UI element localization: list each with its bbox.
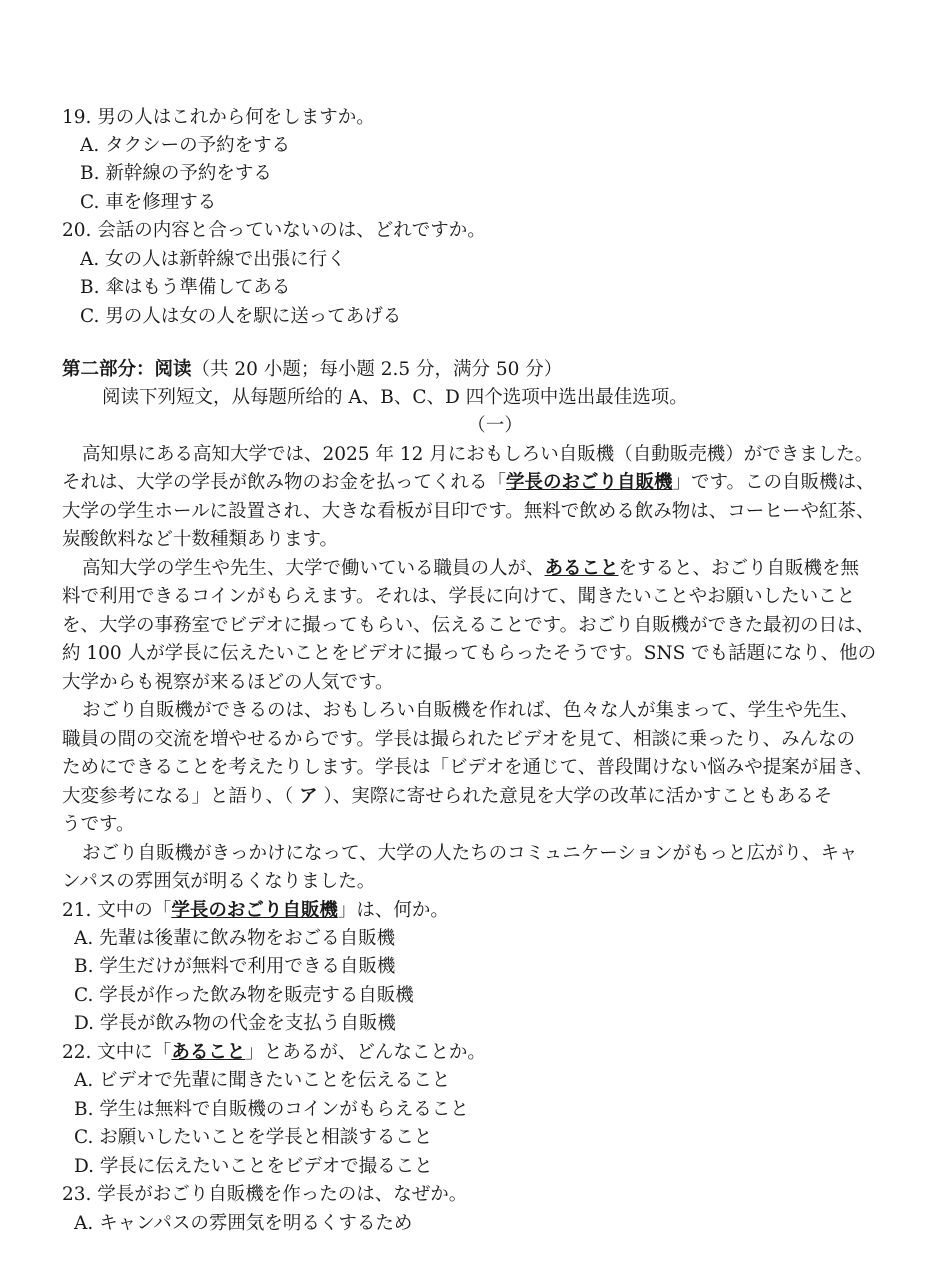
- question-22-option-b: B. 学生は無料で自販機のコインがもらえること: [74, 1099, 469, 1120]
- question-21-stem: [62, 897, 892, 925]
- passage-p2-line1: [62, 555, 892, 583]
- part2-heading: [62, 356, 892, 384]
- passage-text: それは、大学の学長が飲み物のお金を払ってくれる「: [62, 472, 507, 493]
- passage-p3-line5: うです。: [62, 814, 135, 835]
- question-21-option-b: B. 学生だけが無料で利用できる自販機: [74, 956, 396, 977]
- part2-instruction: 阅读下列短文，从每题所给的 A、B、C、D 四个选项中选出最佳选项。: [102, 387, 688, 408]
- question-20-option-a: A. 女の人は新幹線で出張に行く: [80, 249, 346, 270]
- question-19-option-b: B. 新幹線の予約をする: [80, 163, 272, 184]
- underlined-term: 学長のおごり自販機: [171, 900, 338, 921]
- question-19-stem: 19. 男の人はこれから何をしますか。: [62, 107, 375, 128]
- section-label: （一）: [467, 415, 523, 436]
- passage-p1-line3: 大学の学生ホールに設置され、大きな看板が目印です。無料で飲める飲み物は、コーヒーや紅茶、: [62, 501, 875, 522]
- blank-marker: ア: [299, 786, 318, 807]
- passage-p3-line2: 職員の間の交流を増やせるからです。学長は撮られたビデオを見て、相談に乗ったり、みんなの: [62, 729, 856, 750]
- part2-heading-bold: 第二部分：阅读: [62, 359, 192, 380]
- passage-p2-line5: 大学からも視察が来るほどの人気です。: [62, 672, 394, 693]
- question-20-option-b: B. 傘はもう準備してある: [80, 277, 291, 298]
- passage-p3-line3: ためにできることを考えたりします。学長は「ビデオを通じて、普段聞けない悩みや提案が届き、: [62, 757, 874, 778]
- question-20-stem: 20. 会話の内容と合っていないのは、どれですか。: [62, 220, 486, 241]
- passage-text: 高知大学の学生や先生、大学で働いている職員の人が、: [82, 558, 545, 579]
- underlined-term: あること: [171, 1042, 246, 1063]
- question-23-option-a: A. キャンパスの雰囲気を明るくするため: [74, 1213, 413, 1234]
- question-21-option-d: D. 学長が飲み物の代金を支払う自販機: [74, 1013, 396, 1034]
- passage-p4-line1: おごり自販機がきっかけになって、大学の人たちのコミュニケーションがもっと広がり、キャ: [82, 843, 858, 864]
- stem-text: 22. 文中に「: [62, 1042, 172, 1063]
- passage-p1-line2: [62, 469, 892, 497]
- question-21-option-a: A. 先輩は後輩に飲み物をおごる自販機: [74, 928, 396, 949]
- question-22-option-d: D. 学長に伝えたいことをビデオで撮ること: [74, 1156, 433, 1177]
- part2-heading-rest: （共 20 小题；每小题 2.5 分，满分 50 分）: [191, 359, 563, 380]
- passage-text: をすると、おごり自販機を無: [618, 558, 860, 579]
- passage-text: 」です。この自販機は、: [672, 472, 875, 493]
- question-23-stem: 23. 学長がおごり自販機を作ったのは、なぜか。: [62, 1184, 468, 1205]
- underlined-term: あること: [544, 558, 619, 579]
- question-22-option-a: A. ビデオで先輩に聞きたいことを伝えること: [74, 1070, 451, 1091]
- question-21-option-c: C. 学長が作った飲み物を販売する自販機: [74, 985, 414, 1006]
- stem-text: 」とあるが、どんなことか。: [245, 1042, 486, 1063]
- passage-p3-line4: [62, 783, 892, 811]
- underlined-term: 学長のおごり自販機: [506, 472, 673, 493]
- question-20-option-c: C. 男の人は女の人を駅に送ってあげる: [80, 306, 402, 327]
- passage-p4-line2: ンパスの雰囲気が明るくなりました。: [62, 871, 376, 892]
- stem-text: 21. 文中の「: [62, 900, 172, 921]
- question-22-option-c: C. お願いしたいことを学長と相談すること: [74, 1127, 433, 1148]
- passage-text: ）、実際に寄せられた意見を大学の改革に活かすこともあるそ: [317, 786, 833, 807]
- passage-p3-line1: おごり自販機ができるのは、おもしろい自販機を作れば、色々な人が集まって、学生や先生、: [82, 700, 859, 721]
- question-22-stem: [62, 1039, 892, 1067]
- passage-p2-line3: を、大学の事務室でビデオに撮ってもらい、伝えることです。おごり自販機ができた最初の日は、: [62, 615, 875, 636]
- passage-text: 大変参考になる」と語り、（: [62, 786, 300, 807]
- passage-p2-line2: 料で利用できるコインがもらえます。それは、学長に向けて、聞きたいことやお願いしたいこと: [62, 586, 856, 607]
- passage-p1-line4: 炭酸飲料など十数種類あります。: [62, 529, 339, 550]
- stem-text: 」は、何か。: [337, 900, 449, 921]
- passage-p2-line4: 約 100 人が学長に伝えたいことをビデオに撮ってもらったそうです。SNS でも話題になり、他の: [62, 643, 877, 664]
- question-19-option-a: A. タクシーの予約をする: [80, 135, 291, 156]
- passage-p1-line1: 高知県にある高知大学では、2025 年 12 月におもしろい自販機（自動販売機）ができました。: [82, 444, 874, 465]
- question-19-option-c: C. 車を修理する: [80, 192, 217, 213]
